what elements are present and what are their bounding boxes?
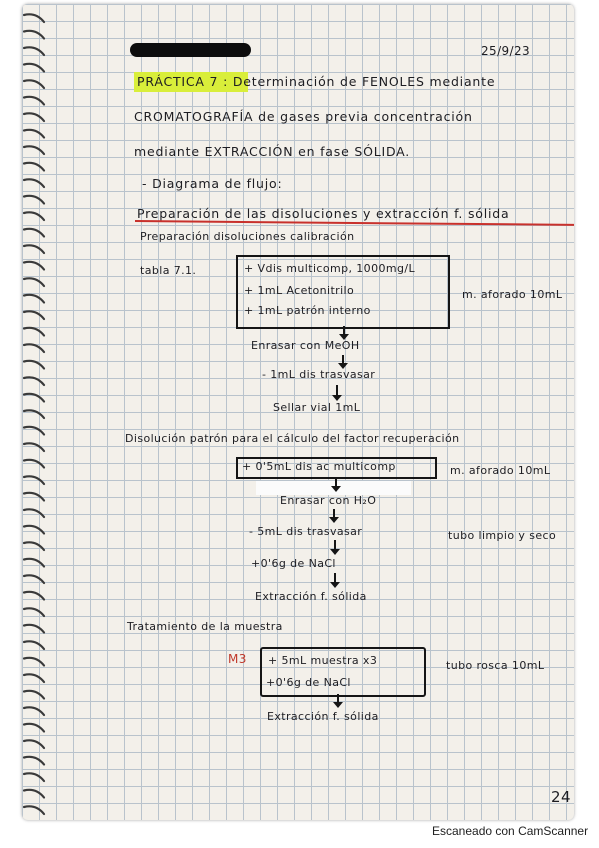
spiral-coil xyxy=(24,592,44,600)
table-reference: tabla 7.1. xyxy=(140,264,197,277)
title-line-2: CROMATOGRAFÍA de gases previa concentración xyxy=(134,109,473,124)
spiral-coil xyxy=(24,674,44,682)
spiral-coil xyxy=(24,394,44,402)
redacted-name-bar xyxy=(130,43,251,57)
spiral-coil xyxy=(24,80,44,88)
spiral-coil xyxy=(24,509,44,517)
step-2-3: +0'6g de NaCl xyxy=(251,557,336,570)
step-1-2: - 1mL dis trasvasar xyxy=(262,368,376,381)
step-2-2: - 5mL dis trasvasar xyxy=(249,525,363,538)
spiral-coil xyxy=(24,113,44,121)
spiral-coil xyxy=(24,641,44,649)
side-note-tube-1: tubo limpio y seco xyxy=(448,529,557,542)
spiral-coil xyxy=(24,625,44,633)
spiral-coil xyxy=(24,47,44,55)
spiral-coil xyxy=(24,229,44,237)
spiral-coil xyxy=(24,212,44,220)
spiral-coil xyxy=(24,328,44,336)
spiral-binding xyxy=(22,10,62,820)
spiral-coil xyxy=(24,526,44,534)
step-2-1: Enrasar con H₂O xyxy=(280,494,377,507)
box-1-item-3: + 1mL patrón interno xyxy=(244,304,371,317)
scanner-watermark: Escaneado con CamScanner xyxy=(432,824,589,838)
spiral-coil xyxy=(24,658,44,666)
spiral-coil xyxy=(24,179,44,187)
section-1-subheading: Preparación disoluciones calibración xyxy=(140,230,355,243)
title-line-3: mediante EXTRACCIÓN en fase SÓLIDA. xyxy=(134,144,411,159)
spiral-coil xyxy=(24,311,44,319)
spiral-coil xyxy=(24,790,44,798)
notebook-page xyxy=(22,4,574,820)
title-line-1 xyxy=(137,74,495,89)
spiral-coil xyxy=(24,278,44,286)
step-1-3: Sellar vial 1mL xyxy=(273,401,361,414)
spiral-coil xyxy=(24,377,44,385)
box-3-item-2: +0'6g de NaCl xyxy=(266,676,351,689)
spiral-coil xyxy=(24,773,44,781)
spiral-coil xyxy=(24,575,44,583)
spiral-coil xyxy=(24,163,44,171)
side-note-flask-1: m. aforado 10mL xyxy=(462,288,563,301)
spiral-coil xyxy=(24,146,44,154)
title-line-1-rest: : Determinación de FENOLES mediante xyxy=(223,74,496,89)
side-note-tube-2: tubo rosca 10mL xyxy=(446,659,545,672)
spiral-coil xyxy=(24,31,44,39)
flow-heading: - Diagrama de flujo: xyxy=(142,176,283,191)
spiral-coil xyxy=(24,691,44,699)
spiral-coil xyxy=(24,608,44,616)
spiral-coil xyxy=(24,559,44,567)
side-note-flask-2: m. aforado 10mL xyxy=(450,464,551,477)
box-2-item: + 0'5mL dis ac multicomp xyxy=(242,460,396,473)
spiral-coil xyxy=(24,740,44,748)
sample-label: M3 xyxy=(228,652,247,666)
spiral-coil xyxy=(24,245,44,253)
spiral-coil xyxy=(24,196,44,204)
spiral-coil xyxy=(24,262,44,270)
box-3-item-1: + 5mL muestra x3 xyxy=(268,654,378,667)
spiral-coil xyxy=(24,344,44,352)
step-2-4: Extracción f. sólida xyxy=(255,590,367,603)
spiral-coil xyxy=(24,476,44,484)
spiral-coil xyxy=(24,806,44,814)
spiral-coil xyxy=(24,460,44,468)
spiral-coil xyxy=(24,542,44,550)
spiral-coil xyxy=(24,361,44,369)
spiral-coil xyxy=(24,757,44,765)
step-1-1: Enrasar con MeOH xyxy=(251,339,360,352)
step-3-1: Extracción f. sólida xyxy=(267,710,379,723)
date-text: 25/9/23 xyxy=(481,44,531,58)
section-1-heading: Preparación de las disoluciones y extracción f. sólida xyxy=(137,206,510,221)
section-3-heading: Tratamiento de la muestra xyxy=(127,620,283,633)
box-1-item-2: + 1mL Acetonitrilo xyxy=(244,284,355,297)
spiral-coil xyxy=(24,493,44,501)
box-1-item-1: + Vdis multicomp, 1000mg/L xyxy=(244,262,416,275)
spiral-coil xyxy=(24,724,44,732)
spiral-coil xyxy=(24,427,44,435)
spiral-coil xyxy=(24,97,44,105)
spiral-coil xyxy=(24,64,44,72)
section-2-heading: Disolución patrón para el cálculo del factor recuperación xyxy=(125,432,460,445)
spiral-coil xyxy=(24,295,44,303)
spiral-coil xyxy=(24,14,44,22)
spiral-coil xyxy=(24,130,44,138)
spiral-coil xyxy=(24,707,44,715)
practice-label: PRÁCTICA 7 xyxy=(137,74,219,89)
spiral-coil xyxy=(24,443,44,451)
page-number: 24 xyxy=(551,788,571,806)
spiral-coil xyxy=(24,410,44,418)
